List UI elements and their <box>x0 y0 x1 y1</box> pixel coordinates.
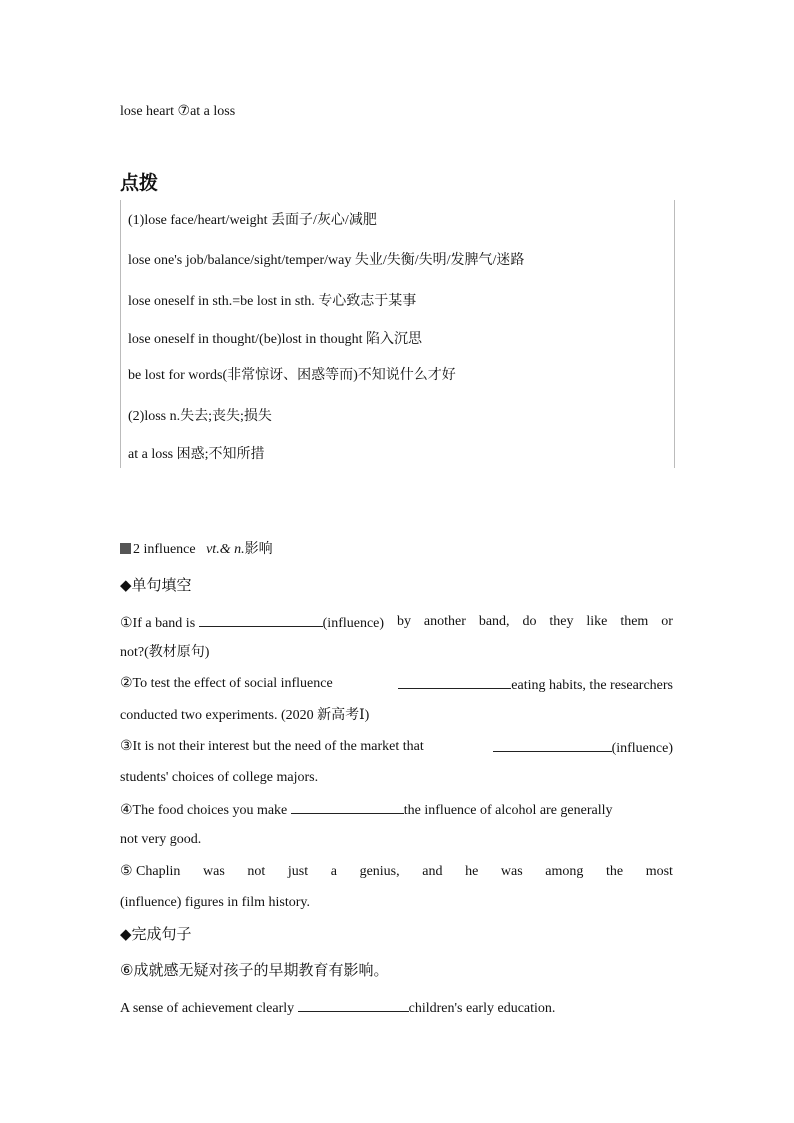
q1-word: do <box>522 614 537 629</box>
note-line-7: at a loss 困惑;不知所措 <box>128 447 265 462</box>
question-2-line-1 <box>120 675 673 695</box>
q5-word: just <box>287 864 309 879</box>
top-line: lose heart ⑦at a loss <box>120 104 236 119</box>
q1-word: band, <box>478 614 510 629</box>
q5-word: and <box>422 864 443 879</box>
question-5-line-2: (influence) figures in film history. <box>120 895 310 910</box>
question-1-line-2: not?(教材原句) <box>120 645 210 660</box>
q1-word: another <box>423 614 466 629</box>
item-number: 2 <box>133 542 140 557</box>
q2-suffix: eating habits, the researchers <box>398 675 673 695</box>
q5-word: was <box>500 864 523 879</box>
answer-blank-3[interactable] <box>493 738 612 752</box>
note-line-5: be lost for words(非常惊讶、困惑等而)不知说什么才好 <box>128 368 456 383</box>
question-3-line-1 <box>120 738 673 758</box>
note-title: 点拨 <box>120 172 159 194</box>
note-line-3: lose oneself in sth.=be lost in sth. 专心致志于某事 <box>128 294 417 309</box>
q5-word: ⑤ Chaplin <box>120 864 181 879</box>
q5-word: the <box>606 864 624 879</box>
question-6-chinese: ⑥成就感无疑对孩子的早期教育有影响。 <box>120 961 389 979</box>
note-line-1: (1)lose face/heart/weight 丢面子/灰心/减肥 <box>128 213 377 228</box>
section-heading-complete-sentence: ◆完成句子 <box>120 925 192 943</box>
q2-prefix: ②To test the effect of social influence <box>120 676 333 691</box>
q5-word: genius, <box>359 864 400 879</box>
q1-word: them <box>620 614 649 629</box>
note-line-6: (2)loss n.失去;丧失;损失 <box>128 409 272 424</box>
question-4-line-1: ④The food choices you make the influence of alcohol are generally <box>120 800 613 820</box>
q5-word: among <box>545 864 584 879</box>
item-heading <box>120 540 273 559</box>
question-2-line-2: conducted two experiments. (2020 新高考Ⅰ) <box>120 708 370 723</box>
q1-word: by <box>396 614 411 629</box>
q1-word: or <box>661 614 673 629</box>
item-word: influence <box>143 542 196 557</box>
q1-word: they <box>549 614 574 629</box>
square-bullet-icon <box>120 543 131 554</box>
note-line-2: lose one's job/balance/sight/temper/way 失业/失衡/失明/发脾气/迷路 <box>128 253 525 268</box>
item-pos: vt.& n. <box>206 542 245 557</box>
note-box <box>120 200 675 468</box>
note-line-4: lose oneself in thought/(be)lost in thought 陷入沉思 <box>128 332 422 347</box>
q1-word: like <box>586 614 608 629</box>
answer-blank-4[interactable] <box>291 800 404 814</box>
question-4-line-2: not very good. <box>120 832 202 847</box>
q5-word: he <box>465 864 479 879</box>
question-1-line-1 <box>120 613 673 633</box>
item-meaning: 影响 <box>244 541 273 557</box>
answer-blank-2[interactable] <box>398 675 511 689</box>
q3-prefix: ③It is not their interest but the need of the market that <box>120 739 424 754</box>
q3-suffix: (influence) <box>493 738 673 758</box>
answer-blank-6[interactable] <box>298 998 409 1012</box>
q5-word: was <box>203 864 225 879</box>
question-5-line-1 <box>120 863 673 881</box>
q5-word: not <box>247 864 266 879</box>
section-heading-fill-blank: ◆单句填空 <box>120 576 192 594</box>
answer-blank-1[interactable] <box>199 613 323 627</box>
question-6-english: A sense of achievement clearly children's early education. <box>120 998 555 1018</box>
question-3-line-2: students' choices of college majors. <box>120 770 319 785</box>
q5-word: most <box>645 864 673 879</box>
q1-prefix: ①If a band is (influence) <box>120 613 384 633</box>
q5-word: a <box>330 864 337 879</box>
